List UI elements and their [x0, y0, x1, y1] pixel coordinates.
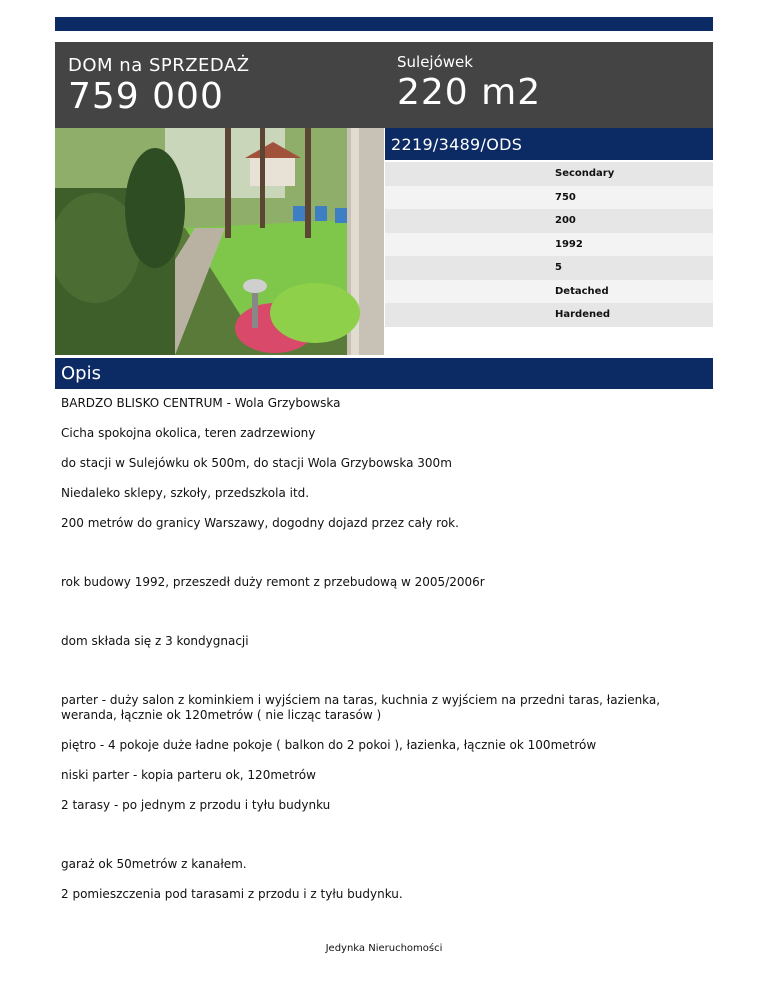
detail-value: 750 [555, 191, 576, 203]
detail-row [385, 303, 713, 327]
property-photo [55, 128, 384, 355]
detail-value: 1992 [555, 238, 583, 250]
reference-number: 2219/3489/ODS [391, 135, 523, 154]
listing-header [55, 42, 713, 128]
listing-area: 220 m2 [397, 72, 542, 113]
description-paragraph: parter - duży salon z kominkiem i wyjściem na taras, kuchnia z wyjściem na przedni taras, łazienka, weranda, łącznie ok 120metrów ( nie licząc tarasów ) [61, 693, 661, 722]
section-title: Opis [61, 363, 101, 384]
description-paragraph: 200 metrów do granicy Warszawy, dogodny dojazd przez cały rok. [61, 516, 459, 530]
detail-row [385, 209, 713, 233]
top-accent-bar [55, 17, 713, 31]
listing-city: Sulejówek [397, 53, 473, 71]
description-paragraph: Cicha spokojna okolica, teren zadrzewiony [61, 426, 316, 440]
detail-row [385, 280, 713, 304]
description-paragraph: 2 pomieszczenia pod tarasami z przodu i z tyłu budynku. [61, 887, 403, 901]
reference-bar [385, 128, 713, 160]
description-paragraph: do stacji w Sulejówku ok 500m, do stacji Wola Grzybowska 300m [61, 456, 452, 470]
detail-value: Hardened [555, 309, 611, 320]
detail-value: 5 [555, 262, 562, 273]
property-details [385, 162, 713, 327]
section-header [55, 358, 713, 389]
description-paragraph: niski parter - kopia parteru ok, 120metrów [61, 768, 316, 782]
detail-row [385, 256, 713, 280]
description [61, 396, 711, 902]
description-paragraph: Niedaleko sklepy, szkoły, przedszkola itd. [61, 486, 310, 500]
listing-type: DOM na SPRZEDAŻ [68, 55, 250, 76]
description-paragraph: BARDZO BLISKO CENTRUM - Wola Grzybowska [61, 396, 341, 410]
detail-value: Secondary [555, 168, 615, 179]
detail-row [385, 233, 713, 257]
detail-row [385, 186, 713, 210]
detail-value: Detached [555, 285, 609, 297]
description-paragraph: rok budowy 1992, przeszedł duży remont z przebudową w 2005/2006r [61, 575, 485, 589]
description-paragraph: piętro - 4 pokoje duże ładne pokoje ( balkon do 2 pokoi ), łazienka, łącznie ok 100metrów [61, 738, 597, 752]
description-paragraph: 2 tarasy - po jednym z przodu i tyłu budynku [61, 798, 331, 812]
detail-row [385, 162, 713, 186]
description-paragraph: dom składa się z 3 kondygnacji [61, 634, 249, 648]
footer-agency: Jedynka Nieruchomości [325, 943, 443, 954]
detail-value: 200 [555, 215, 576, 226]
description-paragraph: garaż ok 50metrów z kanałem. [61, 857, 247, 871]
listing-price: 759 000 [68, 76, 224, 117]
